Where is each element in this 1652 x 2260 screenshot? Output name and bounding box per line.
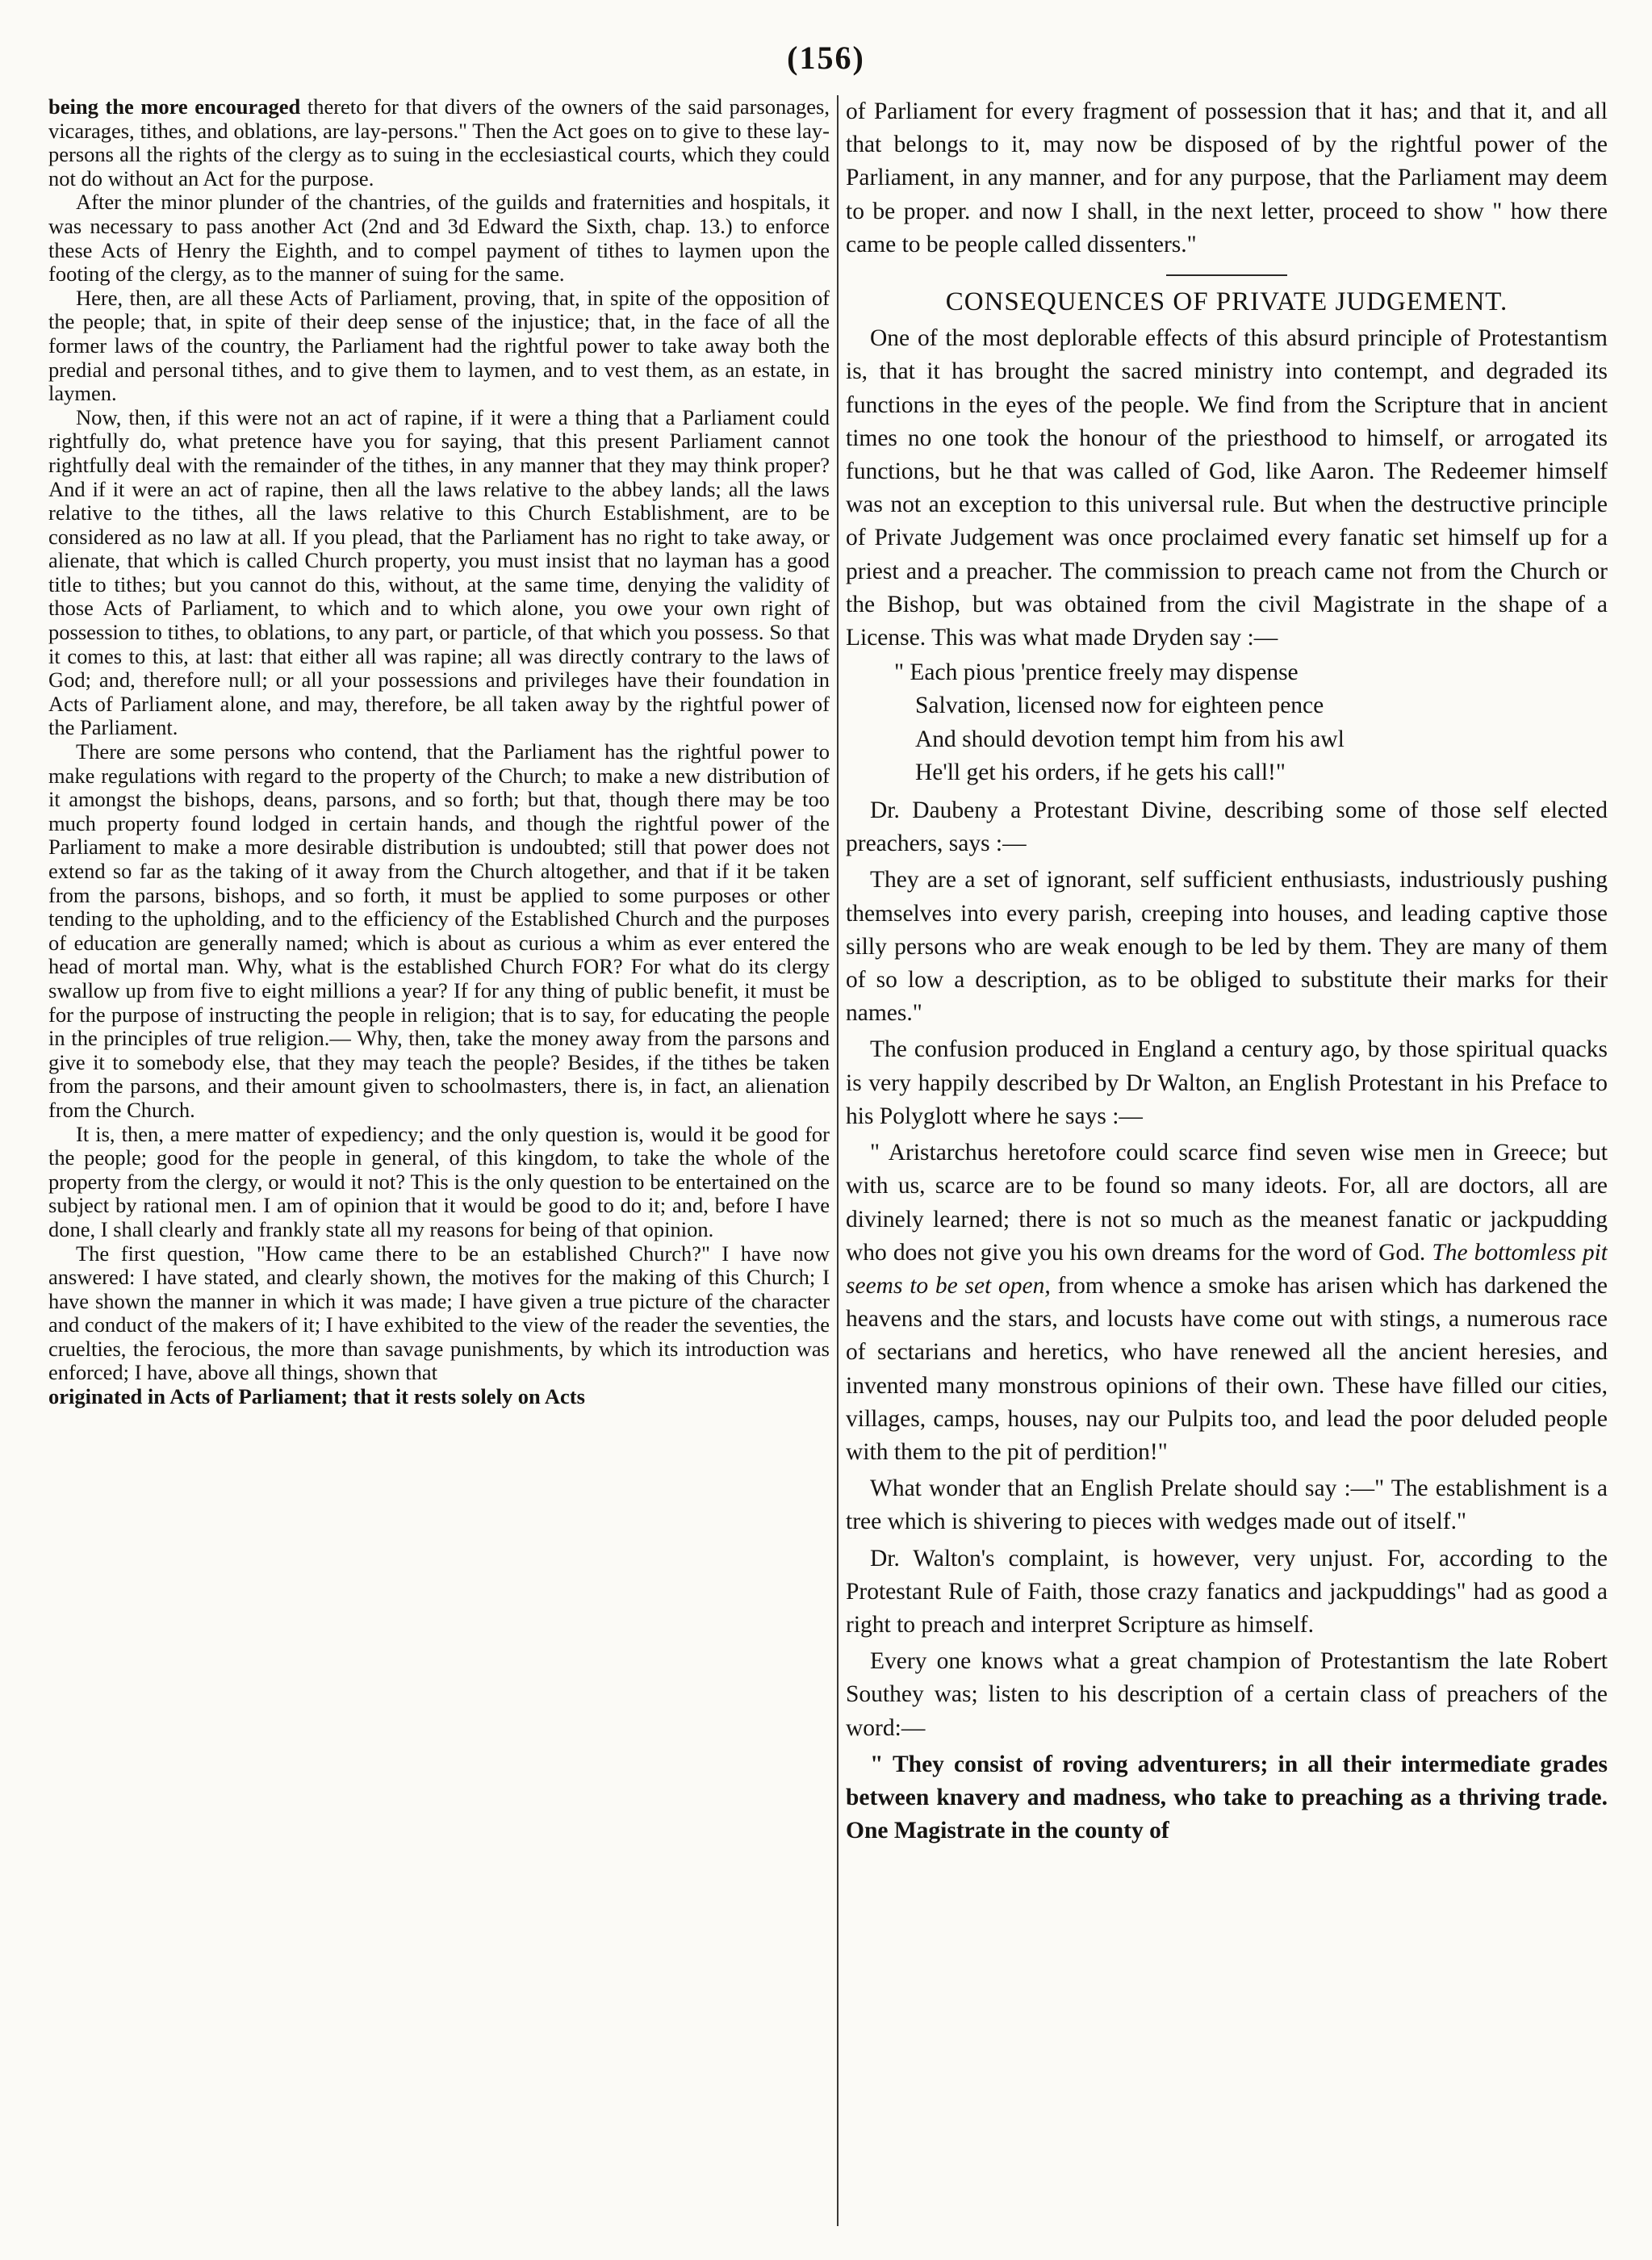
left-paragraph-continued: originated in Acts of Parliament; that it rests solely on Acts — [48, 1384, 585, 1409]
right-intro-paragraph: of Parliament for every fragment of possession that it has; and that it, and all that belongs to it, may now be disposed of by the rightful power of the Parliament, in any manner, and for any purpose, that the Parliament may deem to be proper. and now I shall, in the next letter, proceed to show " how there came to be people called dissenters." — [846, 98, 1608, 257]
page-number: (156) — [787, 40, 865, 76]
paragraph-text: thereto for that divers of the owners of the said parsonages, vicarages, tithes, and oblations, are lay-persons." Then the Act goes on to give to these lay-persons all the rights of the clergy as to suing in the ecclesiastical courts, which they could not do without an Act for the purpose. — [48, 95, 830, 190]
right-paragraph: Every one knows what a great champion of Protestantism the late Robert Southey was; listen to his description of a certain class of preachers of the word:— — [846, 1648, 1608, 1741]
section-rule — [1166, 274, 1287, 276]
right-column — [846, 95, 1608, 2226]
verse-quotation — [846, 656, 1608, 789]
left-paragraph — [48, 95, 830, 190]
section-heading: CONSEQUENCES OF PRIVATE JUDGEMENT. — [945, 287, 1508, 317]
right-paragraph: Dr. Daubeny a Protestant Divine, describing some of those self elected preachers, says :— — [846, 797, 1608, 857]
quote-text: from whence a smoke has arisen which has darkened the heavens and the stars, and locusts have come out with stings, a numerous race of sectarians and heretics, who have renewed all the ancient heresies, and invented many monstrous opinions of their own. These have filled our cities, villages, camps, houses, nay our Pulpits too, and lead the poor deluded people with them to the pit of perdition!" — [846, 1272, 1608, 1465]
column-divider — [837, 95, 839, 2226]
right-paragraph: One of the most deplorable effects of this absurd principle of Protestantism is, that it has brought the sacred ministry into contempt, and degraded its functions in the eyes of the people. We find from the Scripture that in ancient times no one took the honour of the priesthood to himself, or arrogated its functions, but he that was called of God, like Aaron. The Redeemer himself was not an exception to this universal rule. But when the destructive principle of Private Judgement was once proclaimed every fanatic set himself up for a priest and a preacher. The commission to preach came not from the Church or the Bishop, but was obtained from the civil Magistrate in the shape of a License. This was what made Dryden say :— — [846, 325, 1608, 651]
left-column — [48, 95, 830, 2226]
quote-text: " Aristarchus heretofore could scarce find seven wise men in Greece; but with us, scarce are to be found so many ideots. For, all are doctors, all are divinely learned; there is not so much as the meanest fanatic or jackpudding who does not give you his own dreams for the word of God. — [846, 1140, 1608, 1266]
right-paragraph: Dr. Walton's complaint, is however, very unjust. For, according to the Protestant Rule of Faith, those crazy fanatics and jackpuddings" had as good a right to preach and interpret Scripture as himself. — [846, 1545, 1608, 1638]
left-paragraph: After the minor plunder of the chantries, of the guilds and fraternities and hospitals, it was necessary to pass another Act (2nd and 3d Edward the Sixth, chap. 13.) to enforce these Acts of Henry the Eighth, and to compel payment of tithes to laymen upon the footing of the clergy, as to the manner of suing for the same. — [48, 190, 830, 287]
left-paragraph: Now, then, if this were not an act of rapine, if it were a thing that a Parliament could rightfully do, what pretence have you for saying, that this present Parliament cannot rightfully deal with the remainder of the tithes, in any manner that they may think proper? And if it were an act of rapine, then all the laws relative to the abbey lands; all the laws relative to the tithes, all the laws relative to this Church Establishment, are to be considered as no law at all. If you plead, that the Parliament has no right to take away, or alienate, that which is called Church property, you must insist that no layman has a good title to tithes; but you cannot do this, without, at the same time, denying the validity of those Acts of Parliament, to which and to which alone, you owe your own right of possession to tithes, to oblations, to any part, or particle, of that which you possess. So that it comes to this, at last: that either all was rapine; all was directly contrary to the laws of God; and, therefore null; or all your possessions and privileges have their foundation in Acts of Parliament alone, and may, therefore, be all taken away by the rightful power of the Parliament. — [48, 404, 830, 740]
bold-lead-text: being the more encouraged — [48, 95, 301, 119]
left-paragraph: Here, then, are all these Acts of Parliament, proving, that, in spite of the opposition of the people; that, in spite of their deep sense of the injustice; that, in the face of all the former laws of the country, the Parliament had the rightful power to take away both the predial and personal tithes, and to give them to laymen, and to vest them, as an estate, in laymen. — [48, 285, 830, 406]
right-paragraph: What wonder that an English Prelate should say :—" The establishment is a tree which is shivering to pieces with wedges made out of itself." — [846, 1475, 1608, 1535]
verse-line: " Each pious 'prentice freely may dispense — [894, 659, 1299, 686]
right-paragraph — [846, 1136, 1608, 1469]
right-paragraph: The confusion produced in England a century ago, by those spiritual quacks is very happily described by Dr Walton, an English Protestant in his Preface to his Polyglott where he says :— — [846, 1036, 1608, 1129]
right-paragraph: They are a set of ignorant, self sufficient enthusiasts, industriously pushing themselves into every parish, creeping into houses, and leading captive those silly persons who are weak enough to be led by them. They are many of them of so low a description, as to be obliged to substitute their marks for their names." — [846, 867, 1608, 1027]
italic-quote-text: The bottomless pit seems to be set open, — [846, 1239, 1608, 1299]
right-paragraph: " They consist of roving adventurers; in all their intermediate grades between knavery and madness, who take to preaching as a thriving trade. One Magistrate in the county of — [846, 1751, 1608, 1844]
verse-line: He'll get his orders, if he gets his call!" — [915, 759, 1286, 785]
left-paragraph: The first question, "How came there to be an established Church?" I have now answered: I have stated, and clearly shown, the motives for the making of this Church; I have shown the manner in which it was made; I have given a true picture of the character and conduct of the makers of it; I have exhibited to the view of the reader the seventies, the cruelties, the ferocious, the more than savage punishments, by which its introduction was enforced; I have, above all things, shown that — [48, 1241, 830, 1385]
left-paragraph: There are some persons who contend, that the Parliament has the rightful power to make regulations with regard to the property of the Church; to make a new distribution of it amongst the bishops, deans, parsons, and so forth; but that, though there may be too much property found lodged in certain hands, and though the rightful power of the Parliament to make a more desirable distribution is undoubted; still that power does not extend so far as the taking of it away from the Church altogether, and that if it be taken from the parsons, bishops, and so forth, it must be applied to some purposes or other tending to the upholding, and to the efficiency of the Established Church and the purposes of education are generally named; which is about as curious a whim as ever entered the head of mortal man. Why, what is the established Church FOR? For what do its clergy swallow up from five to eight millions a year? If for any thing of public benefit, it must be for the purpose of instructing the people in religion; that is to say, for educating the people in the principles of true religion.— Why, then, take the money away from the parsons and give it to somebody else, that they may teach the people? Besides, if the tithes be taken from the parsons, and their amount given to schoolmasters, there is, in fact, an alienation from the Church. — [48, 739, 830, 1122]
verse-line: Salvation, licensed now for eighteen pence — [915, 693, 1324, 719]
left-paragraph: It is, then, a mere matter of expediency; and the only question is, would it be good for the people; good for the people in general, of this kingdom, to take the whole of the property from the clergy, or would it not? This is the only question to be entertained on the subject by rational men. I am of opinion that it would be good to do it; and, before I have done, I shall clearly and frankly state all my reasons for being of that opinion. — [48, 1121, 830, 1241]
verse-line: And should devotion tempt him from his awl — [915, 726, 1345, 752]
